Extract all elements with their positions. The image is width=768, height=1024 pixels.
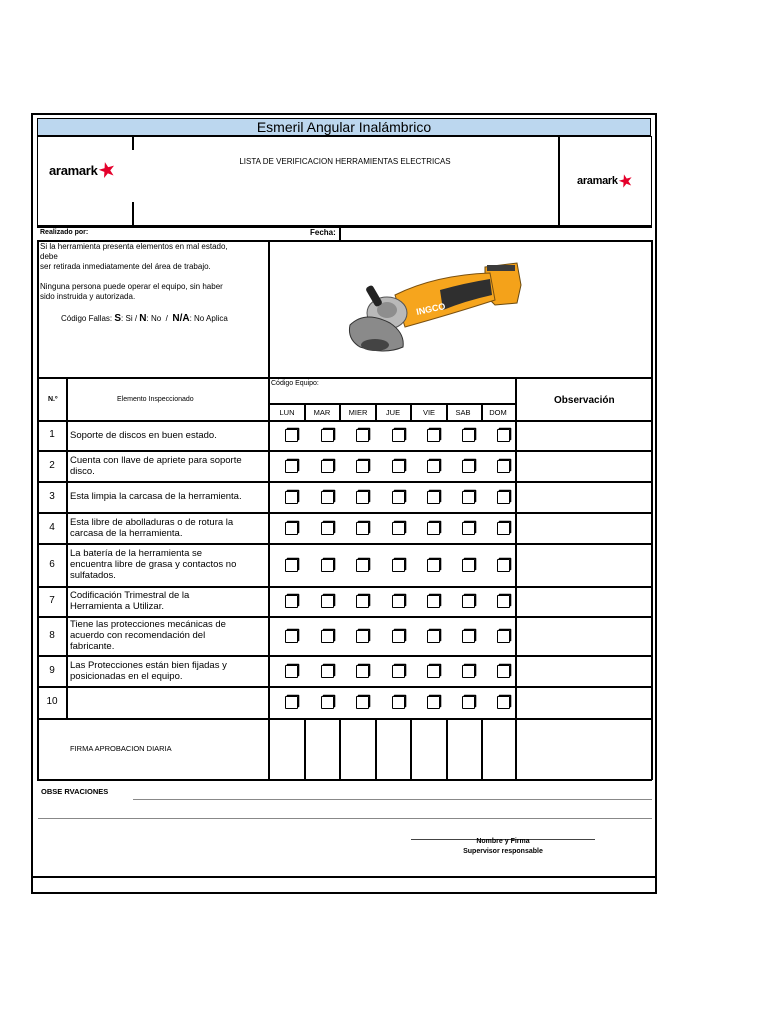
row-element-text: Soporte de discos en buen estado. [70,429,217,441]
row-number: 7 [49,595,55,606]
aramark-logo-right: aramark ★ [577,171,634,192]
checkbox-lun[interactable] [285,665,298,678]
checkbox-jue[interactable] [392,665,405,678]
checkbox-jue[interactable] [392,630,405,643]
checkbox-dom[interactable] [497,595,510,608]
checkbox-sab[interactable] [462,696,475,709]
checkbox-vie[interactable] [427,491,440,504]
aramark-star-icon: ★ [96,158,117,182]
firma-aprobacion-label: FIRMA APROBACION DIARIA [70,744,172,753]
checkbox-lun[interactable] [285,522,298,535]
checkbox-dom[interactable] [497,630,510,643]
checkbox-mar[interactable] [321,522,334,535]
day-dom: DOM [489,408,507,417]
row-element-text: Esta limpia la carcasa de la herramienta. [70,491,242,502]
checkbox-vie[interactable] [427,559,440,572]
codigo-fallas: Código Fallas: S: Si / N: No / N/A: No Aplica [61,313,228,324]
checkbox-dom[interactable] [497,491,510,504]
checkbox-lun[interactable] [285,696,298,709]
checkbox-dom[interactable] [497,559,510,572]
checkbox-sab[interactable] [462,595,475,608]
row-element-text: Tiene las protecciones mecánicas de acuerdo con recomendación del fabricante. [70,619,226,652]
checkbox-sab[interactable] [462,429,475,442]
row-element-text: La batería de la herramienta se encuentra libre de grasa y contactos no sulfatados. [70,548,237,581]
checkbox-vie[interactable] [427,630,440,643]
checkbox-lun[interactable] [285,429,298,442]
aramark-logo-left: aramark ★ [49,158,117,182]
day-mier: MIER [348,408,368,417]
row-number: 8 [49,629,55,641]
row-element-text: Las Protecciones están bien fijadas y posicionadas en el equipo. [70,659,227,682]
day-jue: JUE [385,408,401,417]
row-number: 10 [46,696,58,707]
checkbox-jue[interactable] [392,460,405,473]
checkbox-mier[interactable] [356,630,369,643]
ingco-brand-text: INGCO [415,301,447,317]
aramark-star-icon: ★ [616,171,634,192]
observaciones-line-2[interactable] [38,818,652,819]
checkbox-sab[interactable] [462,559,475,572]
checkbox-lun[interactable] [285,460,298,473]
checkbox-mier[interactable] [356,595,369,608]
day-vie: VIE [422,408,436,417]
realizado-label: Realizado por: [40,229,89,236]
num-header: N.º [48,396,58,403]
checkbox-dom[interactable] [497,460,510,473]
checkbox-mier[interactable] [356,559,369,572]
checkbox-mar[interactable] [321,595,334,608]
checkbox-lun[interactable] [285,491,298,504]
checkbox-lun[interactable] [285,595,298,608]
form-title: Esmeril Angular Inalámbrico [37,118,651,136]
checkbox-vie[interactable] [427,460,440,473]
checkbox-lun[interactable] [285,559,298,572]
checkbox-sab[interactable] [462,630,475,643]
checkbox-jue[interactable] [392,429,405,442]
checkbox-jue[interactable] [392,491,405,504]
checklist-subtitle: LISTA DE VERIFICACION HERRAMIENTAS ELECTRICAS [239,157,451,166]
checkbox-vie[interactable] [427,595,440,608]
checkbox-sab[interactable] [462,491,475,504]
checkbox-mier[interactable] [356,429,369,442]
header-block [37,136,652,226]
row-element-text: Codificación Trimestral de la Herramienta a Utilizar. [70,590,190,612]
checkbox-jue[interactable] [392,559,405,572]
row-element-text: Esta libre de abolladuras o de rotura la carcasa de la herramienta. [70,516,234,539]
row-number: 9 [49,664,55,676]
codigo-equipo-label: Código Equipo: [271,380,319,387]
notice-text: Si la herramienta presenta elementos en mal estado, debe ser retirada inmediatamente del área de trabajo. Ninguna persona puede operar el equipo, sin haber sido instruida y autorizada. [40,242,228,301]
checkbox-mar[interactable] [321,630,334,643]
row-number: 4 [49,521,55,533]
row-number: 3 [49,490,55,502]
row-element-text: Cuenta con llave de apriete para soporte disco. [70,454,242,477]
checkbox-jue[interactable] [392,696,405,709]
checkbox-mier[interactable] [356,665,369,678]
checkbox-sab[interactable] [462,665,475,678]
checkbox-mar[interactable] [321,665,334,678]
day-lun: LUN [279,408,295,417]
fecha-label: Fecha: [310,228,336,237]
checkbox-dom[interactable] [497,665,510,678]
observacion-header: Observación [554,395,615,406]
checkbox-vie[interactable] [427,696,440,709]
observaciones-line-1[interactable] [133,799,652,800]
checkbox-mar[interactable] [321,696,334,709]
signature-name-label: Nombre y Firma [476,838,530,845]
checkbox-mier[interactable] [356,491,369,504]
checkbox-jue[interactable] [392,595,405,608]
checkbox-vie[interactable] [427,429,440,442]
form-frame [31,113,657,894]
checkbox-mier[interactable] [356,696,369,709]
checkbox-mar[interactable] [321,559,334,572]
signature-role-label: Supervisor responsable [463,848,543,855]
angle-grinder-image [345,255,525,365]
row-number: 2 [49,459,55,471]
checkbox-vie[interactable] [427,522,440,535]
checkbox-mar[interactable] [321,429,334,442]
checkbox-dom[interactable] [497,522,510,535]
checkbox-mier[interactable] [356,522,369,535]
checkbox-mier[interactable] [356,460,369,473]
checkbox-sab[interactable] [462,460,475,473]
row-number: 6 [49,558,55,570]
checkbox-mar[interactable] [321,460,334,473]
checkbox-lun[interactable] [285,630,298,643]
checkbox-sab[interactable] [462,522,475,535]
checkbox-mar[interactable] [321,491,334,504]
element-header: Elemento Inspeccionado [117,396,194,403]
row-number: 1 [49,429,55,440]
day-sab: SAB [455,408,471,417]
checkbox-jue[interactable] [392,522,405,535]
checkbox-dom[interactable] [497,429,510,442]
checkbox-dom[interactable] [497,696,510,709]
checkbox-vie[interactable] [427,665,440,678]
observaciones-label: OBSE RVACIONES [41,787,109,796]
day-mar: MAR [313,408,331,417]
